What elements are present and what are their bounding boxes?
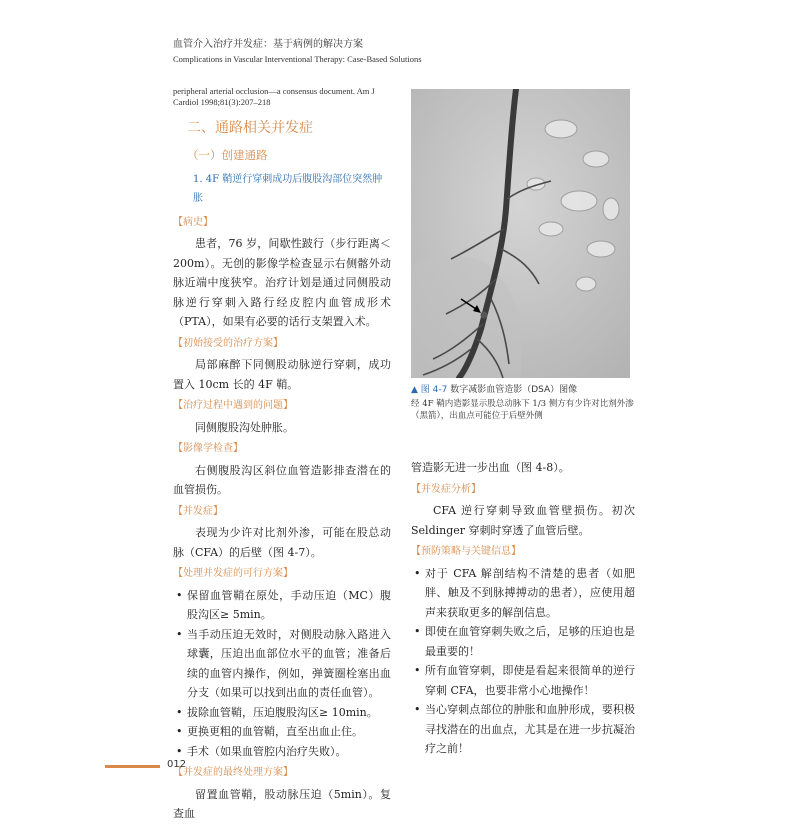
history-text: 患者，76 岁，间歇性跛行（步行距离＜200m）。无创的影像学检查显示右侧髂外动脉近端中度狭窄。治疗计划是通过同侧股动脉逆行穿刺入路行经皮腔内血管成形术（PTA），如果有必要的话行支架置入术。 xyxy=(173,237,391,328)
tag-prevention: 【预防策略与关键信息】 xyxy=(411,546,521,557)
list-item: • 更换更粗的血管鞘，直至出血止住。 xyxy=(173,722,391,742)
tag-complication: 【并发症】 xyxy=(173,505,223,517)
continued-text: 管造影无进一步出血（图 4-8）。 xyxy=(411,461,570,474)
list-item: • 当手动压迫无效时，对侧股动脉入路进入球囊，压迫出血部位水平的血管；准备后续的血管内操作，例如，弹簧圈栓塞出血分支（如果可以找到出血的责任血管）。 xyxy=(173,625,391,703)
page-number: 012 xyxy=(167,759,187,770)
figure-caption-text: 经 4F 鞘内造影显示股总动脉下 1/3 侧方有少许对比剂外渗（黑箭），出血点可能位于后壁外侧 xyxy=(411,399,634,421)
running-head-en: Complications in Vascular Interventional Therapy: Case-Based Solutions xyxy=(173,54,422,64)
list-item: • 所有血管穿刺，即使是看起来很简单的逆行穿刺 CFA，也要非常小心地操作！ xyxy=(411,661,635,700)
tag-analysis: 【并发症分析】 xyxy=(411,483,481,495)
list-item: • 拔除血管鞘，压迫腹股沟区≥ 10min。 xyxy=(173,703,391,723)
figure-number: ▲ 图 4-7 xyxy=(411,385,448,395)
tag-problem: 【治疗过程中遇到的问题】 xyxy=(173,400,293,411)
right-column xyxy=(411,458,635,759)
figure-caption xyxy=(411,384,635,422)
initial-treatment-text: 局部麻醉下同侧股动脉逆行穿刺，成功置入 10cm 长的 4F 鞘。 xyxy=(173,358,391,391)
figure-title xyxy=(411,384,635,396)
options-list xyxy=(173,586,391,762)
list-item: • 手术（如果血管腔内治疗失败）。 xyxy=(173,742,391,762)
prevention-list xyxy=(411,564,635,759)
figure-title-text: 数字减影血管造影（DSA）图像 xyxy=(450,385,578,395)
running-head-cn: 血管介入治疗并发症：基于病例的解决方案 xyxy=(173,39,363,50)
angiogram-figure xyxy=(411,89,630,378)
reference-text: peripheral arterial occlusion—a consensus document. Am J Cardiol 1998;81(3):207–218 xyxy=(173,86,375,107)
tag-history: 【病史】 xyxy=(173,216,213,228)
list-item: • 保留血管鞘在原处，手动压迫（MC）腹股沟区≥ 5min。 xyxy=(173,586,391,625)
section-title: 二、通路相关并发症 xyxy=(187,120,313,136)
list-item: • 即使在血管穿刺失败之后，足够的压迫也是最重要的！ xyxy=(411,622,635,661)
problem-text: 同侧腹股沟处肿胀。 xyxy=(195,420,294,434)
imaging-text: 右侧腹股沟区斜位血管造影排查潜在的血管损伤。 xyxy=(173,463,391,496)
complication-text: 表现为少许对比剂外渗，可能在股总动脉（CFA）的后壁（图 4-7）。 xyxy=(173,526,391,559)
case-title: 1. 4F 鞘逆行穿刺成功后腹股沟部位突然肿胀 xyxy=(193,173,383,204)
angiogram-image xyxy=(411,89,630,378)
tag-options: 【处理并发症的可行方案】 xyxy=(173,568,293,579)
running-head xyxy=(173,38,422,66)
subsection-title: （一）创建通路 xyxy=(187,148,268,162)
tag-initial-treatment: 【初始接受的治疗方案】 xyxy=(173,337,283,349)
analysis-text: CFA 逆行穿刺导致血管壁损伤。初次 Seldinger 穿刺时穿透了血管后壁。 xyxy=(411,504,635,537)
left-column xyxy=(173,86,391,824)
tag-final-treatment: 【并发症的最终处理方案】 xyxy=(173,767,293,778)
tag-imaging: 【影像学检查】 xyxy=(173,443,243,454)
list-item: • 对于 CFA 解剖结构不清楚的患者（如肥胖、触及不到脉搏搏动的患者），应使用超声来获取更多的解剖信息。 xyxy=(411,564,635,623)
final-treatment-text: 留置血管鞘，股动脉压迫（5min）。复查血 xyxy=(173,787,391,820)
footer-rule xyxy=(105,765,160,768)
list-item: • 当心穿刺点部位的肿胀和血肿形成，要积极寻找潜在的出血点，尤其是在进一步抗凝治疗之前！ xyxy=(411,700,635,759)
